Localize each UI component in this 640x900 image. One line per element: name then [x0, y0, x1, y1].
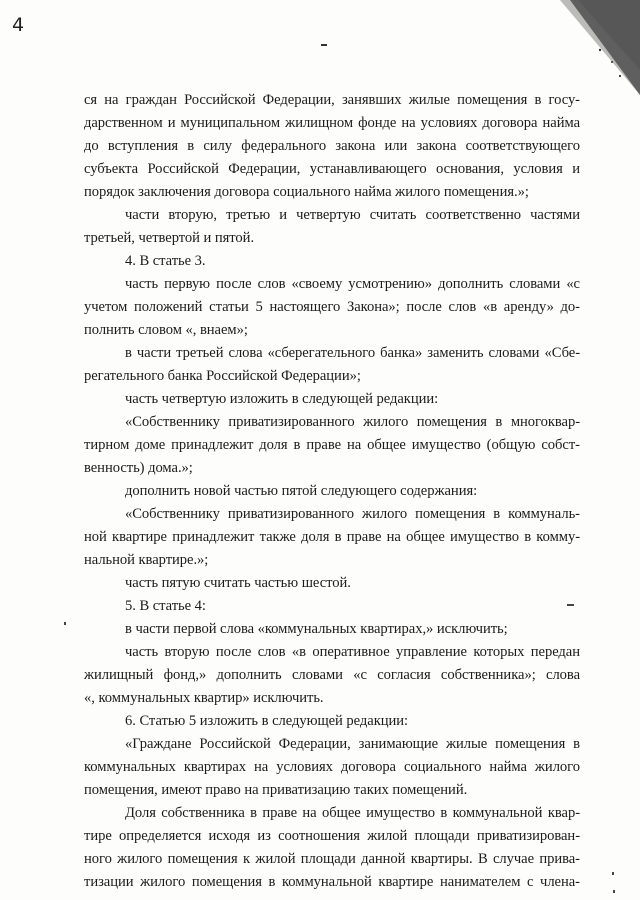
text-line: помещения, имеют право на приватизацию таких помещений.: [84, 782, 468, 798]
text-line: регательного банка Российской Федерации»;: [84, 368, 361, 384]
text-line: до вступления в силу федерального закона или закона соответствующего: [84, 138, 580, 154]
text-line: порядок заключения договора социального найма жилого помещения.»;: [84, 184, 529, 200]
text-line: «Собственнику приватизированного жилого помещения в коммуналь-: [125, 506, 580, 522]
scan-corner-shadow: [560, 0, 640, 95]
text-line: дополнить новой частью пятой следующего содержания:: [125, 483, 478, 499]
text-line: учетом положений статьи 5 настоящего Закона»; после слов «в аренду» до-: [84, 299, 580, 315]
text-line: ной квартире принадлежит также доля в праве на общее имущество в комму-: [84, 529, 580, 545]
text-line: часть пятую считать частью шестой.: [125, 575, 351, 591]
scan-mark: [321, 44, 327, 46]
scan-mark: [567, 604, 574, 606]
text-line: нальной квартире.»;: [84, 552, 209, 568]
text-line: полнить словом «, внаем»;: [84, 322, 248, 338]
text-line: в части третьей слова «сберегательного банка» заменить словами «Сбе-: [125, 345, 580, 361]
text-line: часть вторую после слов «в оперативное управление которых передан: [125, 644, 580, 660]
text-line: 5. В статье 4:: [125, 598, 206, 614]
text-line: жилищный фонд,» дополнить словами «с согласия собственника»; слова: [84, 667, 580, 683]
text-line: «Граждане Российской Федерации, занимающие жилые помещения в: [125, 736, 580, 752]
text-line: 6. Статью 5 изложить в следующей редакции:: [125, 713, 409, 729]
scan-mark: [613, 890, 615, 893]
text-line: части вторую, третью и четвертую считать соответственно частями: [125, 207, 580, 223]
text-line: тирном доме принадлежит доля в праве на общее имущество (общую собст-: [84, 437, 580, 453]
text-line: тире определяется исходя из соотношения жилой площади приватизирован-: [84, 828, 580, 844]
text-line: коммунальных квартирах на условиях договора социального найма жилого: [84, 759, 580, 775]
text-line: субъекта Российской Федерации, устанавливающего основания, условия и: [84, 161, 580, 177]
scan-mark: [64, 622, 66, 625]
scan-mark: [612, 872, 614, 875]
text-line: третьей, четвертой и пятой.: [84, 230, 255, 246]
text-line: ся на граждан Российской Федерации, занявших жилые помещения в госу-: [84, 92, 580, 108]
text-line: Доля собственника в праве на общее имущество в коммунальной квар-: [125, 805, 580, 821]
text-line: 4. В статье 3.: [125, 253, 206, 269]
page-number: 4: [12, 14, 25, 36]
text-line: ного жилого помещения к жилой площади данной квартиры. В случае прива-: [84, 851, 580, 867]
text-line: в части первой слова «коммунальных квартирах,» исключить;: [125, 621, 508, 637]
text-line: «Собственнику приватизированного жилого помещения в многоквар-: [125, 414, 580, 430]
text-line: дарственном и муниципальном жилищном фонде на условиях договора найма: [84, 115, 580, 131]
text-line: тизации жилого помещения в коммунальной квартире нанимателем с члена-: [84, 874, 580, 890]
text-line: часть четвертую изложить в следующей редакции:: [125, 391, 439, 407]
text-line: «, коммунальных квартир» исключить.: [84, 690, 324, 706]
text-line: часть первую после слов «своему усмотрению» дополнить словами «с: [125, 276, 580, 292]
text-line: венность) дома.»;: [84, 460, 193, 476]
